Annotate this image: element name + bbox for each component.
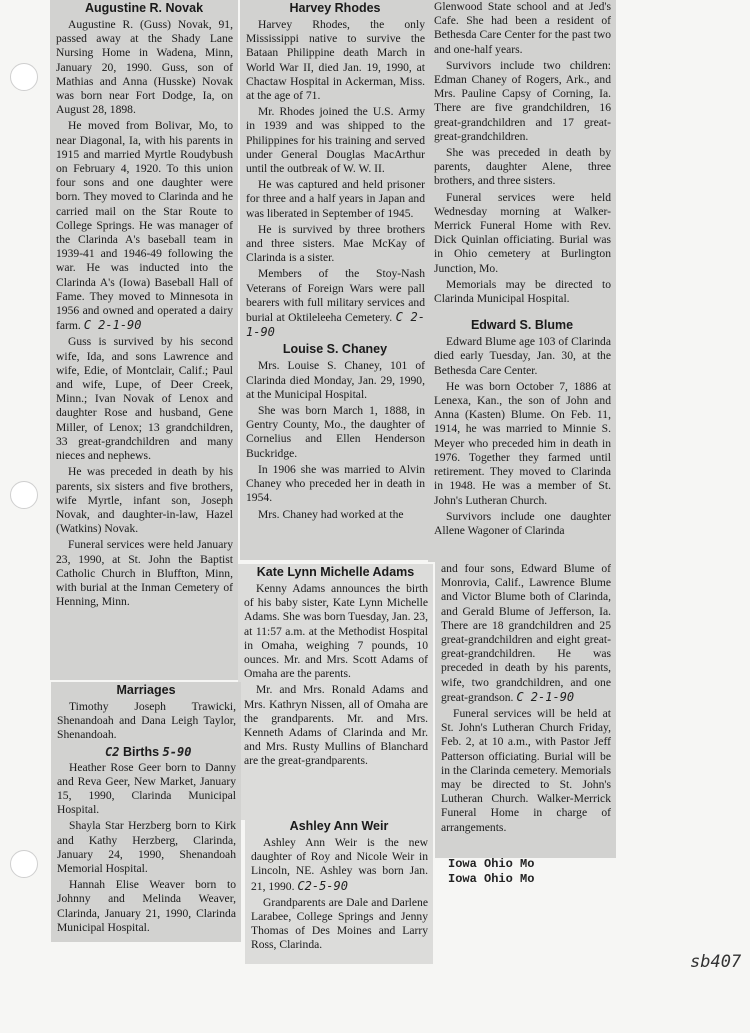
handwritten-date: C2-5-90 xyxy=(297,878,348,893)
handwritten-date: C 2-1-90 xyxy=(246,310,425,340)
handwritten-date: C 2-1-90 xyxy=(516,689,575,704)
obituary-paragraph: Mrs. Louise S. Chaney, 101 of Clarinda died Monday, Jan. 29, 1990, at the Municipal Hospital. xyxy=(246,359,425,401)
birth-notice-weir xyxy=(245,818,433,964)
obituary-paragraph: Members of the Stoy-Nash Veterans of Foreign Wars were pall bearers with full military services and burial at Oktileleeha Cemetery. C 2-1-90 xyxy=(246,267,425,340)
obituary-chaney-blume xyxy=(428,0,616,562)
handwritten-note: 5-90 xyxy=(162,744,192,759)
obituary-blume-continued xyxy=(435,562,616,858)
obituary-paragraph: Guss is survived by his second wife, Ida, and sons Lawrence and wife, Edie, of Montclair, Calif.; Paul and wife, Lupe, of Deer Creek, Minn.; Ivan Novak of Lenox and daughter Rose and husband, Gene Miller, of Lenox; 13 grandchildren, 33 great-grandchildren and many nieces and nephews. xyxy=(56,335,233,463)
notice-paragraph: Ashley Ann Weir is the new daughter of Roy and Nicole Weir in Lincoln, NE. Ashley was born Jan. 21, 1990. C2-5-90 xyxy=(251,836,428,893)
obituary-paragraph: Funeral services will be held at St. John's Lutheran Church Friday, Feb. 2, at 10 a.m., with Pastor Jeff Patterson officiating. Burial will be in the Clarinda cemetery. Memorials may be directed to St. John's Lutheran Church. Walker-Merrick Funeral Home in charge of arrangements. xyxy=(441,707,611,834)
obituary-novak xyxy=(50,0,238,680)
obituary-paragraph: Survivors include two children: Edman Chaney of Rogers, Ark., and Mrs. Pauline Capsy of Corning, Ia. There are five grandchildren, 16 great-grandchildren and 17 great-great-grandchildren. xyxy=(434,58,611,143)
obituary-paragraph: Augustine R. (Guss) Novak, 91, passed away at the Shady Lane Nursing Home in Wadena, Minn, January 20, 1990. Guss, son of Mathias and Anna (Husske) Novak was born near Fort Dodge, Ia, on August 28, 1898. xyxy=(56,18,233,117)
location-stamp: Iowa Ohio Mo xyxy=(448,857,535,871)
obituary-paragraph: She was born March 1, 1888, in Gentry County, Mo., the daughter of Cornelius and Ellen Henderson Buckridge. xyxy=(246,404,425,460)
marriage-entry: Timothy Joseph Trawicki, Shenandoah and Dana Leigh Taylor, Shenandoah. xyxy=(57,700,236,742)
obituary-title: Harvey Rhodes xyxy=(289,1,381,15)
obituary-paragraph: He moved from Bolivar, Mo, to near Diagonal, Ia, with his parents in 1915 and married Myrtle Roudybush on February 4, 1920. To this union four sons and one daughter were born. They moved to Clarinda and he carried mail on the Star Route to College Springs. He was manager of the Clarinda A's baseball team in 1939-41 and 1946-49 following the war. He was inducted into the Clarinda A's (Iowa) Baseball Hall of Fame. They moved to Minnesota in 1956 and owned and operated a dairy farm. C 2-1-90 xyxy=(56,119,233,333)
obituary-paragraph: Mrs. Chaney had worked at the xyxy=(258,507,404,521)
binder-hole xyxy=(10,481,38,509)
section-title: C2 Births 5-90 xyxy=(105,744,192,759)
section-title: Marriages xyxy=(116,683,176,697)
notice-paragraph: Mr. and Mrs. Ronald Adams and Mrs. Kathryn Nissen, all of Omaha are the grandparents. Mr. and Mrs. Kenneth Adams of Clarinda and Mr. and Mrs. Rusty Mullins of Blanchard are the great-grandparents. xyxy=(244,683,428,768)
obituary-paragraph: He was captured and held prisoner for three and a half years in Japan and was liberated in September of 1945. xyxy=(246,178,425,220)
location-stamp: Iowa Ohio Mo xyxy=(448,872,535,886)
obituary-rhodes xyxy=(240,0,430,560)
obituary-paragraph: She was preceded in death by parents, daughter Alene, three brothers, and three sisters. xyxy=(434,146,611,188)
binder-hole xyxy=(10,63,38,91)
obituary-paragraph: He was born October 7, 1886 at Lenexa, Kan., the son of John and Anna (Kasten) Blume. On Feb. 11, 1914, he was married to Minnie S. Meyer who preceded him in death in 1976. Together they farmed until retirement. They moved to Clarinda in 1948. He was a member of St. John's Lutheran Church. xyxy=(434,379,611,507)
obituary-paragraph: In 1906 she was married to Alvin Chaney who preceded her in death in 1954. xyxy=(246,462,425,505)
obituary-title: Louise S. Chaney xyxy=(282,342,388,357)
birth-entry: Heather Rose Geer born to Danny and Reva Geer, New Market, January 15, 1990, Clarinda Municipal Hospital. xyxy=(57,760,236,817)
obituary-paragraph: Funeral services were held Wednesday morning at Walker-Merrick Funeral Home with Rev. Dick Quinlan officiating. Burial was in Ohio cemetery at Burlington Junction, Mo. xyxy=(434,190,611,275)
binder-hole xyxy=(10,850,38,878)
obituary-paragraph: Memorials may be directed to Clarinda Municipal Hospital. xyxy=(434,277,611,306)
obituary-paragraph: Edward Blume age 103 of Clarinda died early Tuesday, Jan. 30, at the Bethesda Care Center. xyxy=(434,335,611,377)
birth-entry: Shayla Star Herzberg born to Kirk and Kathy Herzberg, Clarinda, January 24, 1990, Shenandoah Memorial Hospital. xyxy=(57,819,236,876)
obituary-paragraph: Glenwood State school and at Jed's Cafe. She had been a resident of Bethesda Care Center for the past two and one-half years. xyxy=(434,0,611,56)
obituary-paragraph: Mr. Rhodes joined the U.S. Army in 1939 and was shipped to the Philippines for his training and served under General Douglas MacArthur until the outbreak of W. W. II. xyxy=(246,105,425,176)
obituary-paragraph: Harvey Rhodes, the only Mississippi native to survive the Bataan Philippine death March in World War II, died Jan. 19, 1990, at Chactaw Hospital in Ackerman, Miss. at the age of 71. xyxy=(246,18,425,103)
obituary-paragraph: He was preceded in death by his parents, six sisters and five brothers, wife Myrtle, infant son, Joseph Novak, and daughter-in-law, Hazel (Watkins) Novak. xyxy=(56,465,233,536)
obituary-title: Augustine R. Novak xyxy=(84,1,204,15)
obituary-title: Edward S. Blume xyxy=(470,318,574,333)
birth-entry: Hannah Elise Weaver born to Johnny and Melinda Weaver, Clarinda, January 21, 1990, Clarinda Municipal Hospital. xyxy=(57,878,236,934)
notice-title: Kate Lynn Michelle Adams xyxy=(256,565,415,579)
notice-paragraph: Kenny Adams announces the birth of his baby sister, Kate Lynn Michelle Adams. She was born Tuesday, Jan. 23, at 11:57 a.m. at the Methodist Hospital in Omaha, weighing 7 pounds, 10 ounces. Mr. and Mrs. Scott Adams of Omaha are the parents. xyxy=(244,582,428,681)
obituary-paragraph: and four sons, Edward Blume of Monrovia, Calif., Lawrence Blume and Victor Blume both of Clarinda, and Gerald Blume of Jefferson, Ia. There are 18 grandchildren and 25 great-grandchildren and eight great-great-grandchildren. He was preceded in death by his parents, wife, two grandchildren, and one great-grandson. C 2-1-90 xyxy=(441,562,611,704)
handwritten-note: C2 xyxy=(105,744,120,759)
obituary-paragraph: He is survived by three brothers and three sisters. Mae McKay of Clarinda is a sister. xyxy=(246,222,425,265)
obituary-paragraph: Survivors include one daughter Allene Wagoner of Clarinda xyxy=(434,509,611,537)
notice-title: Ashley Ann Weir xyxy=(289,819,389,833)
marriages-births xyxy=(51,682,241,942)
obituary-paragraph: Funeral services were held January 23, 1990, at St. John the Baptist Catholic Church in Bluffton, Minn, with burial at the Inman Cemetery of Henning, Minn. xyxy=(56,538,233,609)
handwritten-date: C 2-1-90 xyxy=(83,318,142,333)
notice-paragraph: Grandparents are Dale and Darlene Larabee, College Springs and Jenny Thomas of Des Moines and Larry Ross, Clarinda. xyxy=(251,895,428,952)
page-number: sb407 xyxy=(690,952,742,972)
birth-notice-adams xyxy=(238,564,433,820)
